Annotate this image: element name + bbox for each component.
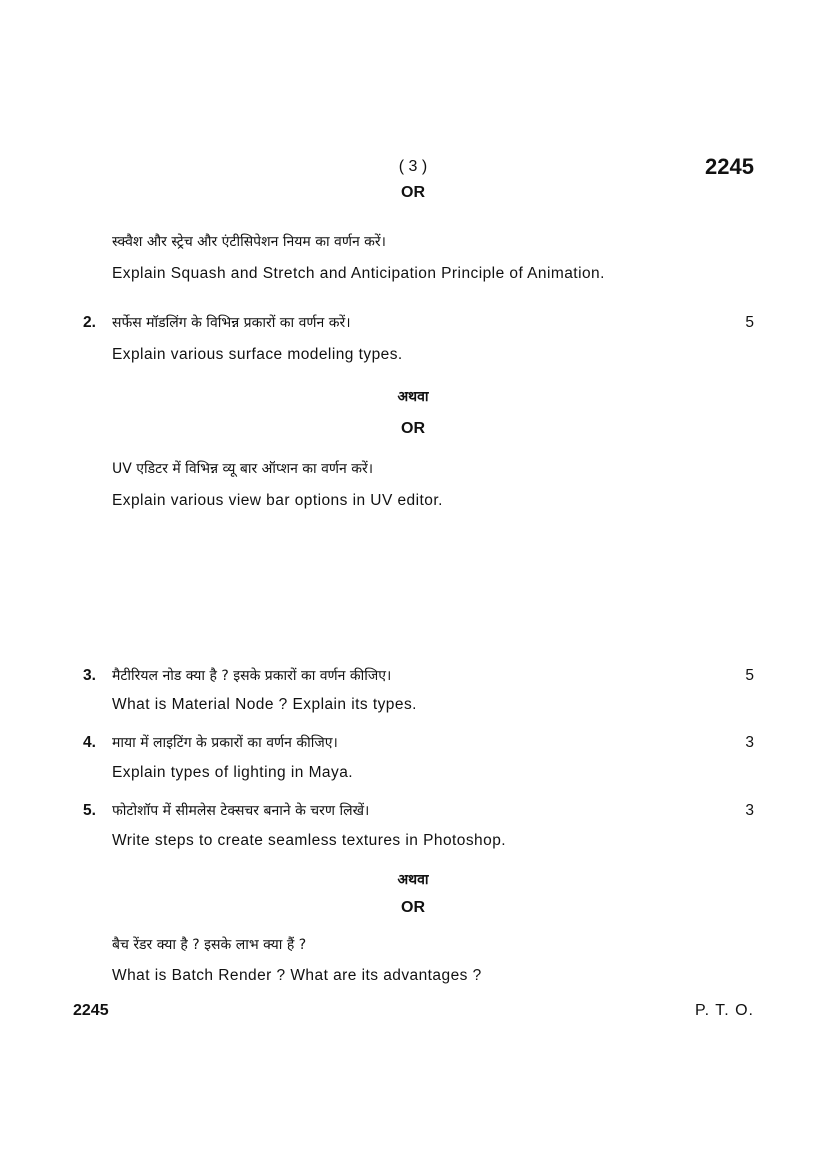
q2-hindi: सर्फेस मॉडलिंग के विभिन्न प्रकारों का वर्णन करें।: [112, 315, 351, 331]
q5-english: Write steps to create seamless textures in Photoshop.: [112, 832, 507, 849]
paper-code-header: 2245: [705, 154, 754, 179]
q5-alt-english: What is Batch Render ? What are its advantages ?: [112, 967, 482, 984]
q2-english: Explain various surface modeling types.: [112, 346, 403, 363]
pto-label: P. T. O.: [695, 1002, 754, 1019]
q5-marks: 3: [745, 802, 754, 819]
page-number: ( 3 ): [398, 158, 428, 175]
q2-or: OR: [401, 420, 425, 437]
q2-marks: 5: [745, 314, 754, 331]
q3-number: 3.: [83, 667, 96, 684]
paper-code-footer: 2245: [73, 1002, 109, 1019]
q2-athva: अथवा: [397, 389, 429, 405]
q4-english: Explain types of lighting in Maya.: [112, 764, 354, 781]
q4-marks: 3: [745, 734, 754, 751]
q3-marks: 5: [745, 667, 754, 684]
q5-or: OR: [401, 899, 425, 916]
q4-number: 4.: [83, 734, 96, 751]
q5-athva: अथवा: [397, 872, 429, 888]
q2-alt-hindi: UV एडिटर में विभिन्न व्यू बार ऑप्शन का वर्णन करें।: [112, 461, 374, 477]
q5-number: 5.: [83, 802, 96, 819]
q3-english: What is Material Node ? Explain its types.: [112, 696, 417, 713]
q5-hindi: फोटोशॉप में सीमलेस टेक्सचर बनाने के चरण लिखें।: [112, 803, 370, 819]
q1-alt-english: Explain Squash and Stretch and Anticipation Principle of Animation.: [112, 265, 605, 282]
q2-number: 2.: [83, 314, 96, 331]
q4-hindi: माया में लाइटिंग के प्रकारों का वर्णन कीजिए।: [112, 735, 338, 751]
q1-alt-hindi: स्क्वैश और स्ट्रेच और एंटीसिपेशन नियम का वर्णन करें।: [112, 234, 386, 250]
or-separator-top: OR: [401, 184, 425, 201]
q3-hindi: मैटीरियल नोड क्या है ? इसके प्रकारों का वर्णन कीजिए।: [112, 668, 392, 684]
q5-alt-hindi: बैच रेंडर क्या है ? इसके लाभ क्या हैं ?: [112, 937, 307, 953]
q2-alt-english: Explain various view bar options in UV editor.: [112, 492, 443, 509]
